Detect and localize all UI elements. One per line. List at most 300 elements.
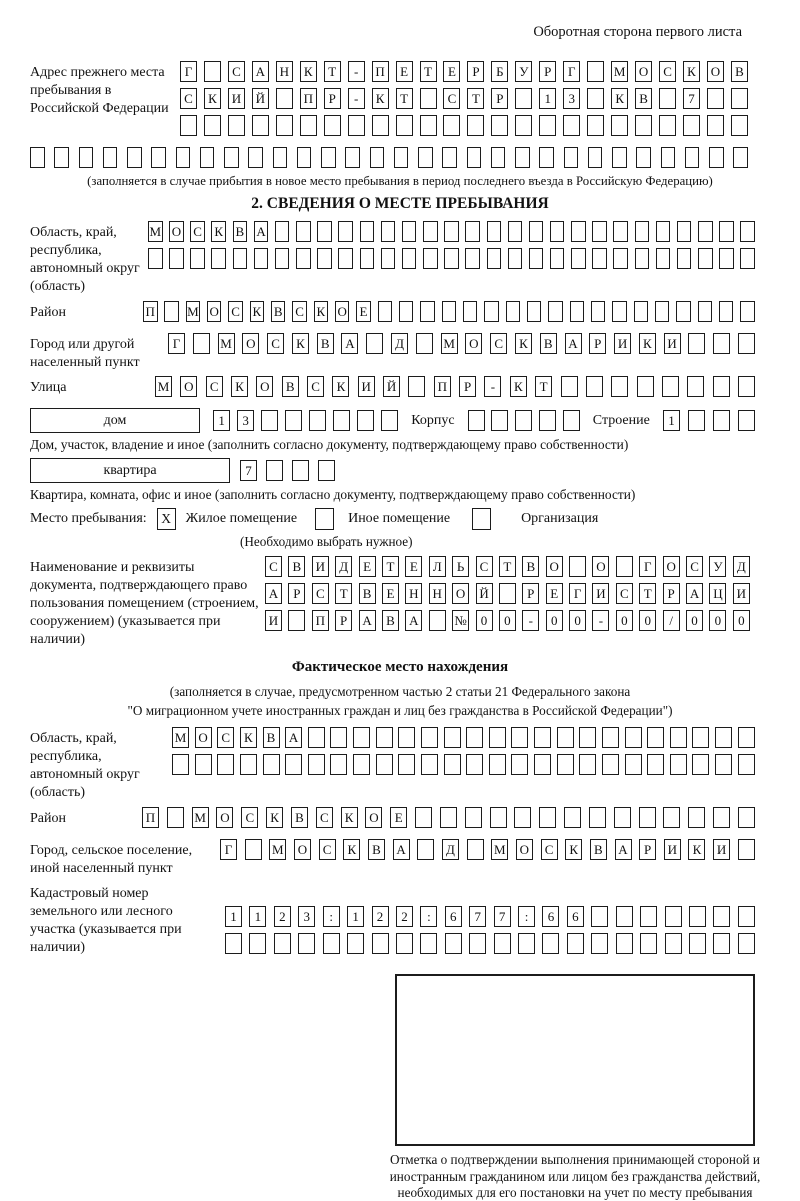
char-box[interactable]: [715, 727, 732, 748]
char-box[interactable]: С: [265, 556, 282, 577]
char-box[interactable]: [665, 906, 682, 927]
char-box[interactable]: [688, 333, 705, 354]
char-box[interactable]: В: [522, 556, 539, 577]
char-box[interactable]: [148, 248, 163, 269]
char-box[interactable]: О: [592, 556, 609, 577]
char-box[interactable]: [613, 248, 628, 269]
char-box[interactable]: О: [546, 556, 563, 577]
char-box[interactable]: [467, 147, 482, 168]
char-box[interactable]: [534, 754, 551, 775]
char-box[interactable]: [465, 221, 480, 242]
char-box[interactable]: О: [216, 807, 233, 828]
char-box[interactable]: [261, 410, 278, 431]
char-box[interactable]: [396, 115, 413, 136]
char-box[interactable]: 7: [494, 906, 511, 927]
char-box[interactable]: А: [285, 727, 302, 748]
char-box[interactable]: [614, 807, 631, 828]
char-box[interactable]: [372, 933, 389, 954]
char-box[interactable]: [738, 754, 755, 775]
char-box[interactable]: [550, 221, 565, 242]
char-box[interactable]: [487, 221, 502, 242]
char-box[interactable]: [324, 115, 341, 136]
char-box[interactable]: С: [206, 376, 223, 397]
char-box[interactable]: [688, 807, 705, 828]
char-box[interactable]: И: [664, 333, 681, 354]
char-box[interactable]: [423, 221, 438, 242]
char-box[interactable]: Ь: [452, 556, 469, 577]
char-box[interactable]: Р: [491, 88, 508, 109]
char-box[interactable]: М: [441, 333, 458, 354]
char-box[interactable]: К: [231, 376, 248, 397]
checkbox-organization[interactable]: [472, 508, 491, 530]
house-type-box[interactable]: дом: [30, 408, 200, 433]
char-box[interactable]: [490, 807, 507, 828]
char-box[interactable]: Е: [405, 556, 422, 577]
char-box[interactable]: А: [252, 61, 269, 82]
char-box[interactable]: [420, 115, 437, 136]
char-box[interactable]: [663, 807, 680, 828]
char-box[interactable]: [539, 807, 556, 828]
char-box[interactable]: [357, 410, 374, 431]
char-box[interactable]: [318, 460, 335, 481]
char-box[interactable]: Р: [589, 333, 606, 354]
char-box[interactable]: В: [288, 556, 305, 577]
char-box[interactable]: С: [312, 583, 329, 604]
char-box[interactable]: [639, 807, 656, 828]
char-box[interactable]: С: [217, 727, 234, 748]
char-box[interactable]: [233, 248, 248, 269]
char-box[interactable]: [670, 754, 687, 775]
char-box[interactable]: [296, 221, 311, 242]
char-box[interactable]: [372, 115, 389, 136]
char-box[interactable]: [381, 410, 398, 431]
char-box[interactable]: [518, 933, 535, 954]
char-box[interactable]: [713, 906, 730, 927]
char-box[interactable]: О: [663, 556, 680, 577]
char-box[interactable]: -: [348, 88, 365, 109]
char-box[interactable]: И: [228, 88, 245, 109]
char-box[interactable]: [542, 933, 559, 954]
char-box[interactable]: [54, 147, 69, 168]
char-box[interactable]: В: [540, 333, 557, 354]
char-box[interactable]: :: [323, 906, 340, 927]
char-box[interactable]: [180, 115, 197, 136]
char-box[interactable]: Г: [563, 61, 580, 82]
char-box[interactable]: [625, 754, 642, 775]
char-box[interactable]: [445, 933, 462, 954]
char-box[interactable]: О: [207, 301, 222, 322]
char-box[interactable]: О: [635, 61, 652, 82]
char-box[interactable]: [276, 115, 293, 136]
char-box[interactable]: К: [266, 807, 283, 828]
char-box[interactable]: [30, 147, 45, 168]
char-box[interactable]: [557, 754, 574, 775]
char-box[interactable]: 0: [476, 610, 493, 631]
char-box[interactable]: Н: [276, 61, 293, 82]
char-box[interactable]: [491, 147, 506, 168]
char-box[interactable]: [635, 248, 650, 269]
char-box[interactable]: С: [686, 556, 703, 577]
char-box[interactable]: К: [688, 839, 705, 860]
char-box[interactable]: С: [241, 807, 258, 828]
char-box[interactable]: [655, 301, 670, 322]
char-box[interactable]: [592, 248, 607, 269]
char-box[interactable]: [423, 248, 438, 269]
char-box[interactable]: К: [211, 221, 226, 242]
char-box[interactable]: [333, 410, 350, 431]
char-box[interactable]: [297, 147, 312, 168]
char-box[interactable]: [398, 754, 415, 775]
char-box[interactable]: [602, 727, 619, 748]
char-box[interactable]: [274, 933, 291, 954]
char-box[interactable]: И: [312, 556, 329, 577]
char-box[interactable]: [167, 807, 184, 828]
char-box[interactable]: [612, 147, 627, 168]
char-box[interactable]: [634, 301, 649, 322]
char-box[interactable]: В: [368, 839, 385, 860]
char-box[interactable]: [709, 147, 724, 168]
char-box[interactable]: [440, 807, 457, 828]
char-box[interactable]: Д: [733, 556, 750, 577]
char-box[interactable]: [548, 301, 563, 322]
char-box[interactable]: 3: [298, 906, 315, 927]
char-box[interactable]: [353, 727, 370, 748]
char-box[interactable]: -: [484, 376, 501, 397]
char-box[interactable]: 6: [567, 906, 584, 927]
char-box[interactable]: [347, 933, 364, 954]
char-box[interactable]: [420, 933, 437, 954]
char-box[interactable]: С: [228, 61, 245, 82]
char-box[interactable]: Р: [639, 839, 656, 860]
char-box[interactable]: И: [733, 583, 750, 604]
char-box[interactable]: С: [541, 839, 558, 860]
char-box[interactable]: [738, 333, 755, 354]
char-box[interactable]: [467, 839, 484, 860]
char-box[interactable]: Р: [539, 61, 556, 82]
char-box[interactable]: У: [709, 556, 726, 577]
char-box[interactable]: А: [359, 610, 376, 631]
char-box[interactable]: И: [614, 333, 631, 354]
char-box[interactable]: У: [515, 61, 532, 82]
char-box[interactable]: [248, 147, 263, 168]
char-box[interactable]: [204, 61, 221, 82]
char-box[interactable]: К: [250, 301, 265, 322]
char-box[interactable]: 2: [396, 906, 413, 927]
char-box[interactable]: К: [639, 333, 656, 354]
char-box[interactable]: И: [265, 610, 282, 631]
char-box[interactable]: [338, 221, 353, 242]
char-box[interactable]: О: [516, 839, 533, 860]
char-box[interactable]: 0: [546, 610, 563, 631]
char-box[interactable]: [563, 410, 580, 431]
char-box[interactable]: Д: [391, 333, 408, 354]
char-box[interactable]: [740, 301, 755, 322]
char-box[interactable]: [292, 460, 309, 481]
char-box[interactable]: [402, 248, 417, 269]
char-box[interactable]: [254, 248, 269, 269]
char-box[interactable]: [738, 906, 755, 927]
char-box[interactable]: Р: [288, 583, 305, 604]
char-box[interactable]: А: [615, 839, 632, 860]
char-box[interactable]: И: [592, 583, 609, 604]
char-box[interactable]: [515, 410, 532, 431]
char-box[interactable]: С: [190, 221, 205, 242]
char-box[interactable]: [240, 754, 257, 775]
char-box[interactable]: К: [300, 61, 317, 82]
char-box[interactable]: [317, 221, 332, 242]
char-box[interactable]: А: [341, 333, 358, 354]
char-box[interactable]: [421, 754, 438, 775]
char-box[interactable]: [200, 147, 215, 168]
char-box[interactable]: [408, 376, 425, 397]
char-box[interactable]: -: [592, 610, 609, 631]
char-box[interactable]: [275, 248, 290, 269]
char-box[interactable]: [587, 88, 604, 109]
char-box[interactable]: К: [510, 376, 527, 397]
char-box[interactable]: [321, 147, 336, 168]
char-box[interactable]: [713, 410, 730, 431]
char-box[interactable]: [719, 248, 734, 269]
char-box[interactable]: [308, 727, 325, 748]
char-box[interactable]: [592, 221, 607, 242]
char-box[interactable]: [465, 807, 482, 828]
char-box[interactable]: [323, 933, 340, 954]
char-box[interactable]: [670, 727, 687, 748]
char-box[interactable]: П: [434, 376, 451, 397]
char-box[interactable]: [659, 88, 676, 109]
char-box[interactable]: [285, 754, 302, 775]
char-box[interactable]: [698, 221, 713, 242]
char-box[interactable]: Р: [335, 610, 352, 631]
char-box[interactable]: [444, 248, 459, 269]
char-box[interactable]: [550, 248, 565, 269]
char-box[interactable]: П: [312, 610, 329, 631]
char-box[interactable]: [376, 754, 393, 775]
char-box[interactable]: 7: [683, 88, 700, 109]
char-box[interactable]: [689, 933, 706, 954]
char-box[interactable]: [224, 147, 239, 168]
char-box[interactable]: В: [282, 376, 299, 397]
char-box[interactable]: М: [148, 221, 163, 242]
char-box[interactable]: :: [420, 906, 437, 927]
char-box[interactable]: С: [443, 88, 460, 109]
char-box[interactable]: [640, 906, 657, 927]
char-box[interactable]: [635, 115, 652, 136]
char-box[interactable]: [466, 727, 483, 748]
char-box[interactable]: [330, 727, 347, 748]
char-box[interactable]: С: [292, 301, 307, 322]
char-box[interactable]: [656, 248, 671, 269]
char-box[interactable]: И: [713, 839, 730, 860]
char-box[interactable]: О: [294, 839, 311, 860]
char-box[interactable]: К: [204, 88, 221, 109]
char-box[interactable]: [442, 301, 457, 322]
char-box[interactable]: [263, 754, 280, 775]
char-box[interactable]: [466, 754, 483, 775]
char-box[interactable]: [487, 248, 502, 269]
char-box[interactable]: [588, 147, 603, 168]
char-box[interactable]: [288, 610, 305, 631]
char-box[interactable]: К: [515, 333, 532, 354]
char-box[interactable]: [738, 376, 755, 397]
char-box[interactable]: [591, 933, 608, 954]
char-box[interactable]: О: [169, 221, 184, 242]
char-box[interactable]: [616, 933, 633, 954]
char-box[interactable]: [275, 221, 290, 242]
char-box[interactable]: [420, 88, 437, 109]
char-box[interactable]: [731, 88, 748, 109]
char-box[interactable]: [204, 115, 221, 136]
char-box[interactable]: [467, 115, 484, 136]
char-box[interactable]: К: [611, 88, 628, 109]
char-box[interactable]: [611, 376, 628, 397]
char-box[interactable]: [225, 933, 242, 954]
char-box[interactable]: [713, 933, 730, 954]
char-box[interactable]: [698, 248, 713, 269]
char-box[interactable]: Л: [429, 556, 446, 577]
char-box[interactable]: [587, 61, 604, 82]
char-box[interactable]: [515, 147, 530, 168]
char-box[interactable]: О: [195, 727, 212, 748]
char-box[interactable]: С: [490, 333, 507, 354]
char-box[interactable]: [515, 88, 532, 109]
char-box[interactable]: [616, 556, 633, 577]
char-box[interactable]: Е: [396, 61, 413, 82]
char-box[interactable]: 1: [213, 410, 230, 431]
char-box[interactable]: Р: [459, 376, 476, 397]
char-box[interactable]: А: [265, 583, 282, 604]
char-box[interactable]: 0: [733, 610, 750, 631]
char-box[interactable]: А: [405, 610, 422, 631]
char-box[interactable]: [662, 376, 679, 397]
char-box[interactable]: К: [343, 839, 360, 860]
char-box[interactable]: Т: [420, 61, 437, 82]
char-box[interactable]: С: [319, 839, 336, 860]
char-box[interactable]: [127, 147, 142, 168]
char-box[interactable]: :: [518, 906, 535, 927]
char-box[interactable]: [571, 248, 586, 269]
char-box[interactable]: [484, 301, 499, 322]
char-box[interactable]: [506, 301, 521, 322]
char-box[interactable]: [740, 248, 755, 269]
char-box[interactable]: [713, 807, 730, 828]
char-box[interactable]: [394, 147, 409, 168]
char-box[interactable]: К: [314, 301, 329, 322]
char-box[interactable]: 1: [249, 906, 266, 927]
char-box[interactable]: [494, 933, 511, 954]
char-box[interactable]: [539, 147, 554, 168]
char-box[interactable]: Н: [405, 583, 422, 604]
char-box[interactable]: [611, 115, 628, 136]
char-box[interactable]: [740, 221, 755, 242]
char-box[interactable]: [539, 410, 556, 431]
char-box[interactable]: 3: [237, 410, 254, 431]
char-box[interactable]: 6: [542, 906, 559, 927]
char-box[interactable]: 0: [616, 610, 633, 631]
char-box[interactable]: П: [142, 807, 159, 828]
char-box[interactable]: [731, 115, 748, 136]
char-box[interactable]: [733, 147, 748, 168]
char-box[interactable]: М: [491, 839, 508, 860]
char-box[interactable]: М: [269, 839, 286, 860]
char-box[interactable]: [499, 583, 516, 604]
char-box[interactable]: [508, 248, 523, 269]
char-box[interactable]: [370, 147, 385, 168]
char-box[interactable]: [689, 906, 706, 927]
char-box[interactable]: Е: [390, 807, 407, 828]
char-box[interactable]: [417, 839, 434, 860]
char-box[interactable]: Г: [569, 583, 586, 604]
char-box[interactable]: С: [616, 583, 633, 604]
char-box[interactable]: В: [359, 583, 376, 604]
char-box[interactable]: С: [659, 61, 676, 82]
char-box[interactable]: [557, 727, 574, 748]
char-box[interactable]: О: [180, 376, 197, 397]
char-box[interactable]: [164, 301, 179, 322]
char-box[interactable]: [683, 115, 700, 136]
char-box[interactable]: [211, 248, 226, 269]
char-box[interactable]: [217, 754, 234, 775]
char-box[interactable]: [330, 754, 347, 775]
char-box[interactable]: [587, 115, 604, 136]
char-box[interactable]: [529, 221, 544, 242]
char-box[interactable]: С: [228, 301, 243, 322]
char-box[interactable]: [402, 221, 417, 242]
char-box[interactable]: [193, 333, 210, 354]
char-box[interactable]: [707, 88, 724, 109]
char-box[interactable]: [249, 933, 266, 954]
char-box[interactable]: 0: [569, 610, 586, 631]
char-box[interactable]: [698, 301, 713, 322]
char-box[interactable]: О: [256, 376, 273, 397]
char-box[interactable]: И: [664, 839, 681, 860]
char-box[interactable]: [514, 807, 531, 828]
char-box[interactable]: К: [683, 61, 700, 82]
char-box[interactable]: 2: [274, 906, 291, 927]
char-box[interactable]: [176, 147, 191, 168]
char-box[interactable]: Е: [356, 301, 371, 322]
char-box[interactable]: В: [291, 807, 308, 828]
char-box[interactable]: П: [372, 61, 389, 82]
char-box[interactable]: [640, 933, 657, 954]
char-box[interactable]: 1: [347, 906, 364, 927]
char-box[interactable]: Т: [535, 376, 552, 397]
char-box[interactable]: [569, 556, 586, 577]
char-box[interactable]: А: [565, 333, 582, 354]
char-box[interactable]: [442, 147, 457, 168]
char-box[interactable]: [579, 727, 596, 748]
char-box[interactable]: [420, 301, 435, 322]
char-box[interactable]: [489, 727, 506, 748]
char-box[interactable]: К: [240, 727, 257, 748]
char-box[interactable]: [677, 221, 692, 242]
char-box[interactable]: М: [186, 301, 201, 322]
char-box[interactable]: [276, 88, 293, 109]
char-box[interactable]: 2: [372, 906, 389, 927]
char-box[interactable]: [688, 410, 705, 431]
char-box[interactable]: [79, 147, 94, 168]
char-box[interactable]: [515, 115, 532, 136]
char-box[interactable]: [360, 221, 375, 242]
char-box[interactable]: [563, 115, 580, 136]
char-box[interactable]: Г: [168, 333, 185, 354]
char-box[interactable]: Е: [546, 583, 563, 604]
char-box[interactable]: О: [707, 61, 724, 82]
char-box[interactable]: [491, 115, 508, 136]
char-box[interactable]: [508, 221, 523, 242]
char-box[interactable]: [360, 248, 375, 269]
char-box[interactable]: Т: [382, 556, 399, 577]
